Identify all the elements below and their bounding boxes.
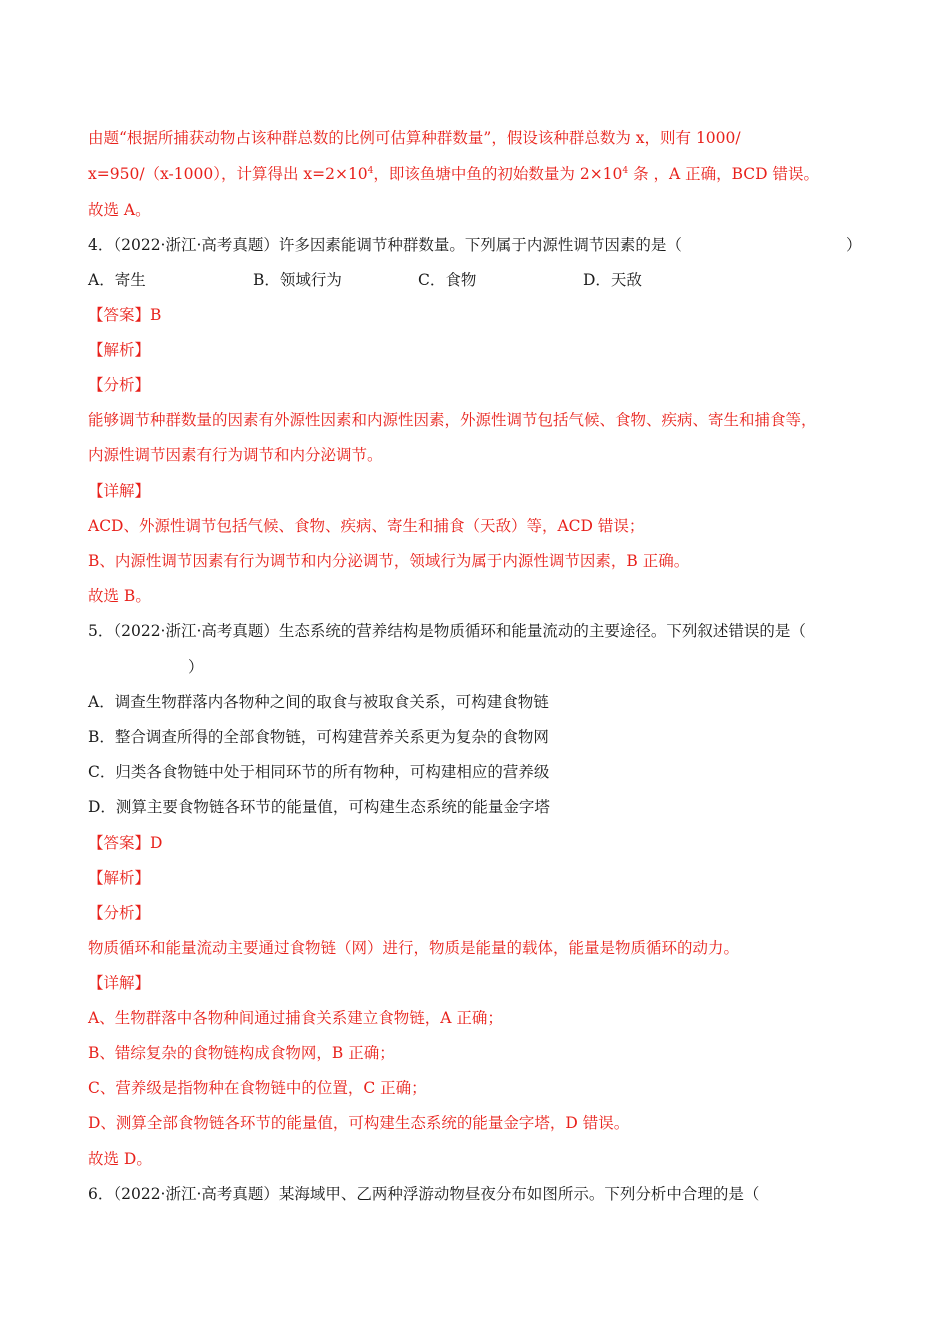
- q4-detail-line1: ACD、外源性调节包括气候、食物、疾病、寄生和捕食（天敌）等，ACD 错误；: [88, 517, 645, 535]
- q5-stem-close: ）: [188, 658, 204, 676]
- q4-xiangjie-heading: 【详解】: [88, 482, 151, 500]
- q3-exponent-1: 4: [367, 166, 374, 176]
- q3-line2-part-b: ，即该鱼塘中鱼的初始数量为 2×10: [373, 165, 623, 183]
- q3-explanation-line2: [88, 163, 819, 185]
- q5-option-d: D．测算主要食物链各环节的能量值，可构建生态系统的能量金字塔: [88, 798, 550, 816]
- q6-stem: 6．（2022·浙江·高考真题）某海域甲、乙两种浮游动物昼夜分布如图所示。下列分析中合理的是（: [88, 1185, 760, 1203]
- q4-analysis-line2: 内源性调节因素有行为调节和内分泌调节。: [88, 446, 383, 464]
- q5-option-a: A．调查生物群落内各物种之间的取食与被取食关系，可构建食物链: [88, 693, 549, 711]
- q5-jiexi-heading: 【解析】: [88, 869, 151, 887]
- q4-stem-close: ）: [846, 236, 862, 254]
- q4-detail-line2: B、内源性调节因素有行为调节和内分泌调节，领域行为属于内源性调节因素，B 正确。: [88, 552, 690, 570]
- q5-detail-line2: B、错综复杂的食物链构成食物网，B 正确；: [88, 1044, 395, 1062]
- q3-explanation-line1: 由题“根据所捕获动物占该种群总数的比例可估算种群数量”，假设该种群总数为 x，则有 1000/: [88, 129, 741, 147]
- q4-option-c: C．食物: [418, 271, 477, 289]
- q5-option-c: C．归类各食物链中处于相同环节的所有物种，可构建相应的营养级: [88, 763, 550, 781]
- q4-analysis-line1: 能够调节种群数量的因素有外源性因素和内源性因素，外源性调节包括气候、食物、疾病、寄生和捕食等，: [88, 411, 817, 429]
- q5-option-b: B．整合调查所得的全部食物链，可构建营养关系更为复杂的食物网: [88, 728, 549, 746]
- q4-stem: 4．（2022·浙江·高考真题）许多因素能调节种群数量。下列属于内源性调节因素的是（: [88, 236, 682, 254]
- q5-detail-line4: D、测算全部食物链各环节的能量值，可构建生态系统的能量金字塔，D 错误。: [88, 1114, 630, 1132]
- q3-conclusion: 故选 A。: [88, 201, 151, 219]
- q4-conclusion: 故选 B。: [88, 587, 151, 605]
- q5-detail-line3: C、营养级是指物种在食物链中的位置，C 正确；: [88, 1079, 427, 1097]
- q3-line2-part-c: 条 ，A 正确，BCD 错误。: [628, 165, 820, 183]
- q4-option-b: B．领域行为: [253, 271, 342, 289]
- q5-detail-line1: A、生物群落中各物种间通过捕食关系建立食物链，A 正确；: [88, 1009, 503, 1027]
- q5-conclusion: 故选 D。: [88, 1150, 152, 1168]
- q5-answer: 【答案】D: [88, 834, 163, 852]
- q3-line2-part-a: x=950/（x-1000），计算得出 x=2×10: [88, 165, 368, 183]
- q4-jiexi-heading: 【解析】: [88, 341, 151, 359]
- q4-fenxi-heading: 【分析】: [88, 376, 151, 394]
- q5-analysis-line1: 物质循环和能量流动主要通过食物链（网）进行，物质是能量的载体，能量是物质循环的动力。: [88, 939, 740, 957]
- q4-option-d: D．天敌: [583, 271, 642, 289]
- q5-xiangjie-heading: 【详解】: [88, 974, 151, 992]
- q3-exponent-2: 4: [622, 166, 629, 176]
- q4-answer: 【答案】B: [88, 306, 162, 324]
- q5-stem: 5．（2022·浙江·高考真题）生态系统的营养结构是物质循环和能量流动的主要途径。下列叙述错误的是（: [88, 622, 806, 640]
- q5-fenxi-heading: 【分析】: [88, 904, 151, 922]
- q4-option-a: A．寄生: [88, 271, 146, 289]
